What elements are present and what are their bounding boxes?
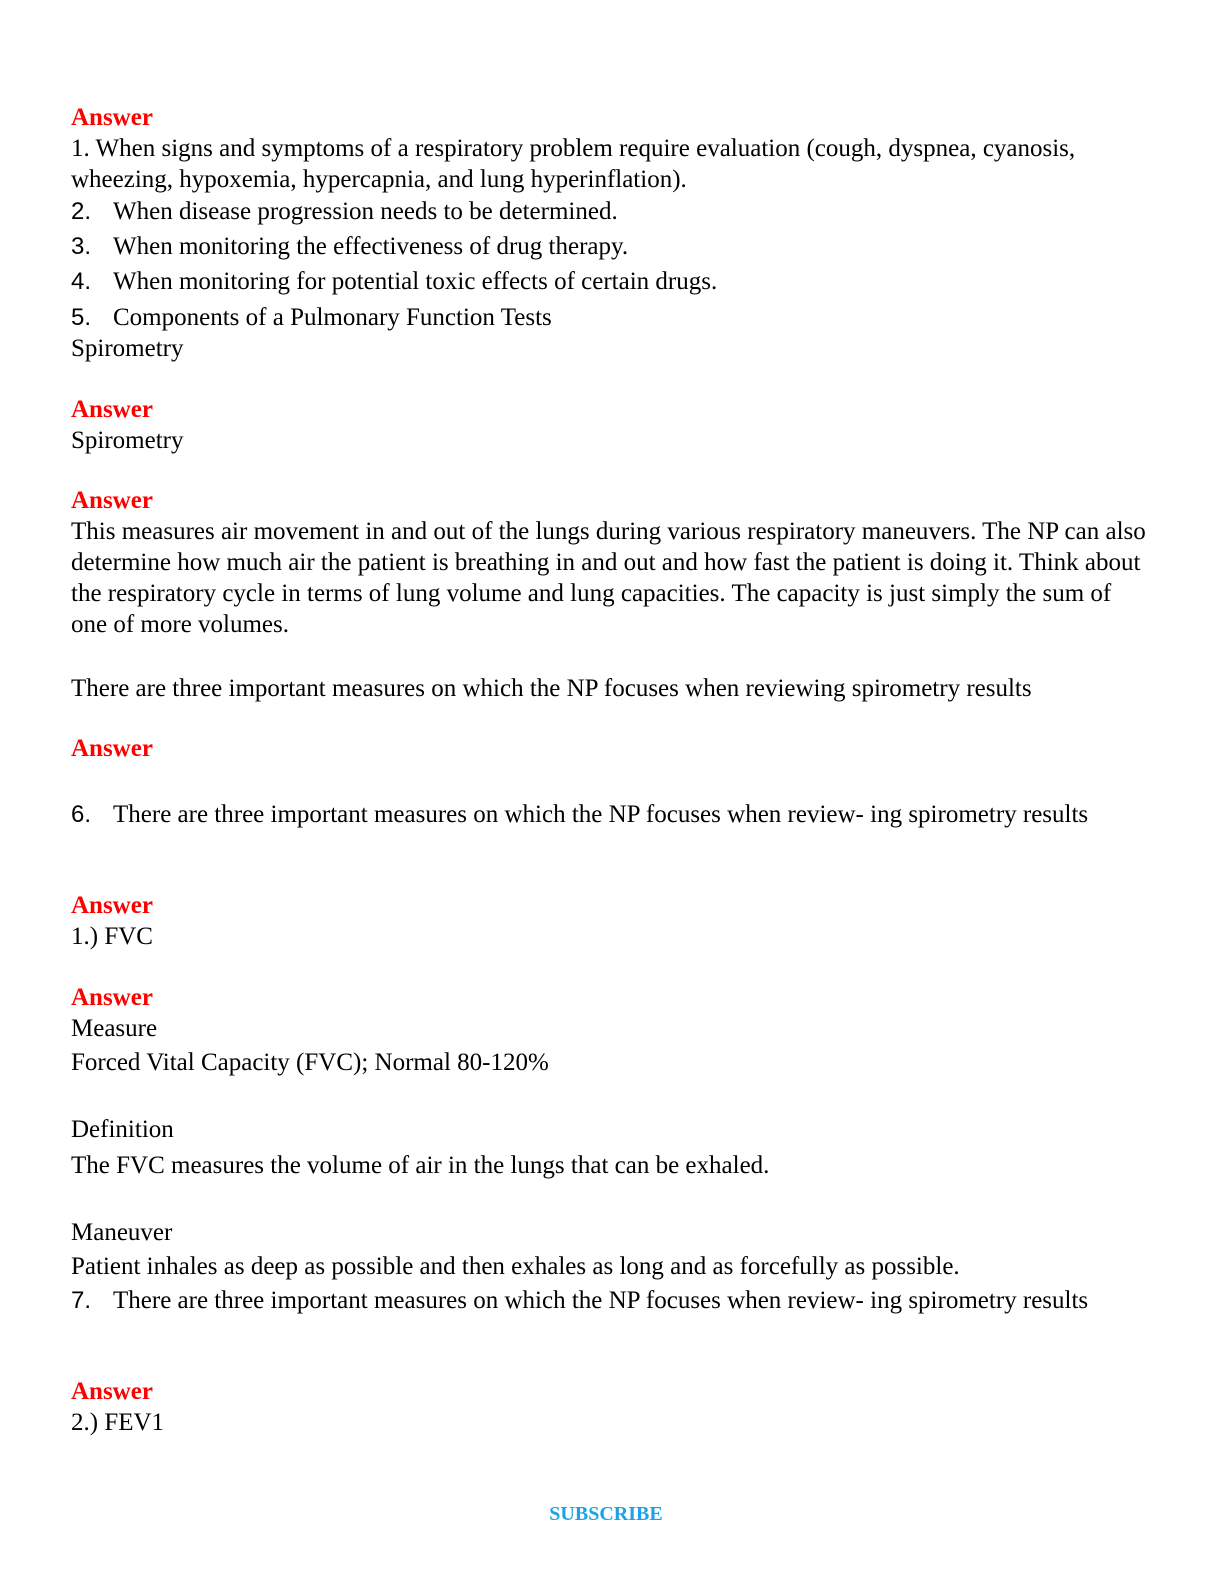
measure-value: Forced Vital Capacity (FVC); Normal 80-120%: [71, 1049, 549, 1076]
answer-heading-4: Answer: [71, 735, 153, 762]
list-text: When monitoring the effectiveness of drug therapy.: [113, 233, 629, 260]
list-number: 3.: [71, 233, 92, 260]
question-7: [71, 1285, 1151, 1316]
list-item-2: [71, 196, 618, 227]
answer-heading-5: Answer: [71, 892, 153, 919]
answer-text-5: 1.) FVC: [71, 923, 153, 950]
list-item-4: [71, 266, 717, 297]
answer-text-2: Spirometry: [71, 427, 184, 454]
answer-heading-3: Answer: [71, 487, 153, 514]
list-number: 4.: [71, 268, 92, 295]
answer-heading-7: Answer: [71, 1378, 153, 1405]
measure-label: Measure: [71, 1015, 158, 1042]
question-number: 7.: [71, 1287, 92, 1314]
answer-heading-2: Answer: [71, 396, 153, 423]
list-item-5: [71, 302, 552, 333]
question-6: [71, 799, 1151, 830]
maneuver-label: Maneuver: [71, 1219, 173, 1246]
question-text: Spirometry: [71, 335, 184, 362]
answer-heading-1: Answer: [71, 104, 153, 131]
answer-heading-6: Answer: [71, 984, 153, 1011]
list-number: 5.: [71, 304, 92, 331]
question-text: There are three important measures on which the NP focuses when review- ing spirometry results: [113, 801, 1089, 828]
list-number: 2.: [71, 198, 92, 225]
definition-value: The FVC measures the volume of air in the lungs that can be exhaled.: [71, 1152, 770, 1179]
maneuver-value: Patient inhales as deep as possible and then exhales as long and as forcefully as possible.: [71, 1253, 960, 1280]
question-number: 6.: [71, 801, 92, 828]
answer-text-7: 2.) FEV1: [71, 1409, 165, 1436]
list-text: Components of a Pulmonary Function Tests: [113, 304, 552, 331]
list-text: When monitoring for potential toxic effects of certain drugs.: [113, 268, 718, 295]
list-text: When disease progression needs to be determined.: [113, 198, 618, 225]
subscribe-link[interactable]: SUBSCRIBE: [549, 1503, 663, 1525]
list-item-3: [71, 231, 628, 262]
answer-text-3: This measures air movement in and out of the lungs during various respiratory maneuvers. The NP can also determine how much air the patient is breathing in and out and how fast the patient is doing it. Think about the respiratory cycle in terms of lung volume and lung capacities. The capacity is just simply the sum of one of more volumes.: [71, 518, 1146, 638]
question-text: There are three important measures on which the NP focuses when reviewing spirometry results: [71, 675, 1032, 702]
answer-text-1: 1. When signs and symptoms of a respiratory problem require evaluation (cough, dyspnea, cyanosis, wheezing, hypoxemia, hypercapnia, and lung hyperinflation).: [71, 135, 1076, 193]
question-text: There are three important measures on which the NP focuses when review- ing spirometry results: [113, 1287, 1089, 1314]
definition-label: Definition: [71, 1116, 174, 1143]
